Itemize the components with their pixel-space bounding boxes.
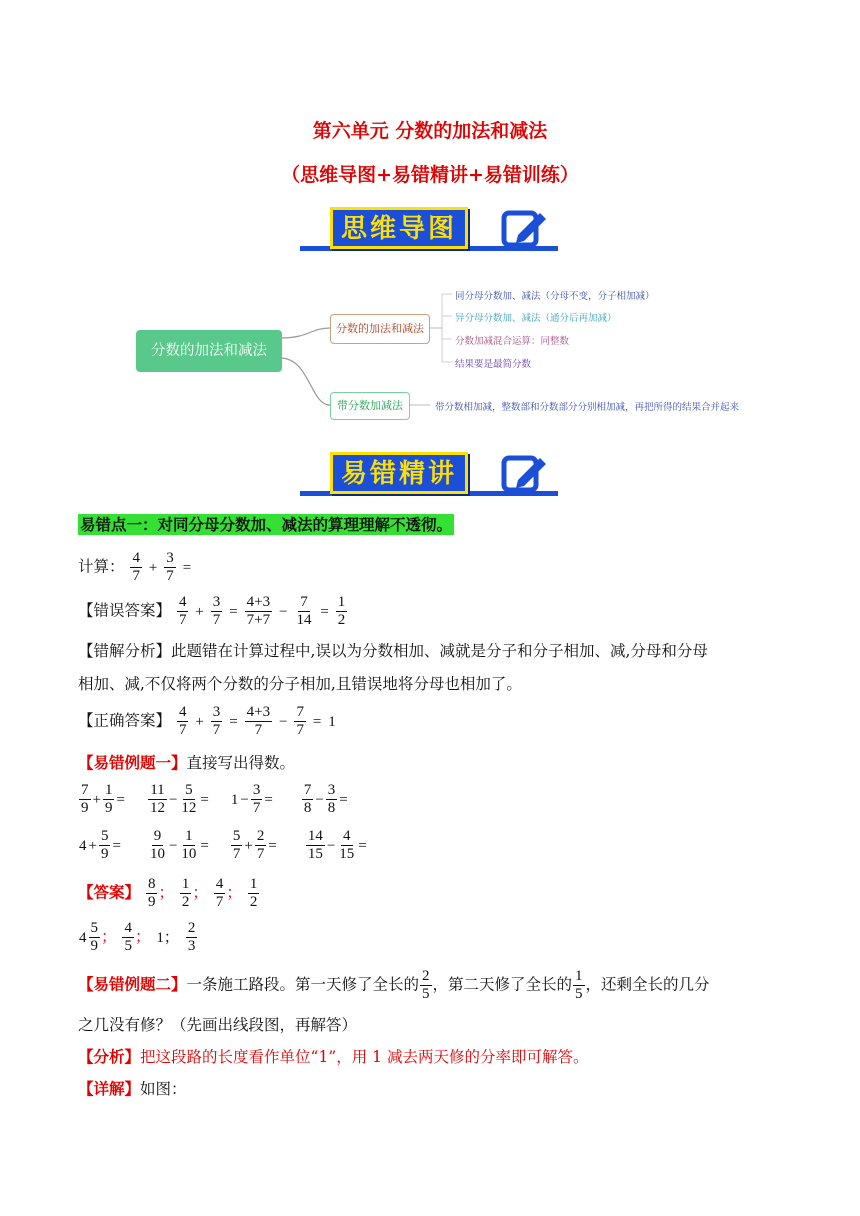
banner-title: 易错精讲 (330, 452, 468, 494)
example-text: 一条施工路段。第一天修了全长的 (186, 975, 420, 994)
label: 【详解】 (78, 1079, 141, 1098)
fraction: $\frac{5}{9}$ (90, 920, 98, 954)
mindmap-leaf: 异分母分数加、减法（通分后再加减） (455, 313, 617, 324)
fraction: $\frac{1}{2}$ (181, 876, 190, 910)
label: 【错误答案】 (78, 601, 172, 620)
mindmap-leaf: 同分母分数加、减法（分母不变，分子相加减） (455, 291, 655, 302)
mindmap-banner (300, 203, 558, 253)
exercise-item: 1 − $\frac{3}{7}$ = (230, 782, 273, 816)
exercise-item: $\frac{7}{8}$ − $\frac{3}{8}$ = (303, 782, 348, 816)
answer-line-2: 4 $\frac{5}{9}$ ； $\frac{4}{5}$ ； 1； $\frac{2}{3}$ (79, 920, 196, 954)
analysis-text: 把这段路的长度看作单位“1”，用 1 减去两天修的分率即可解答。 (140, 1048, 589, 1066)
solution-text: 如图： (140, 1080, 187, 1098)
fraction: $\frac{4+3}{7+7}$ (246, 594, 271, 628)
label: 【错解分析】 (78, 642, 172, 660)
exercise-item: $\frac{9}{10}$ − $\frac{1}{10}$ = (149, 828, 209, 862)
analysis-line-2: 相加、减,不仅将两个分数的分子相加,且错误地将分母也相加了。 (78, 675, 522, 693)
example-2-line-2: 之几没有修？（先画出线段图，再解答） (78, 1016, 358, 1034)
exercise-item: $\frac{7}{9}$ + $\frac{1}{9}$ = (81, 782, 125, 816)
fraction: $\frac{4}{7}$ (178, 704, 187, 738)
mindmap-root: 分数的加法和减法 (136, 330, 282, 372)
correct-answer-line: 【正确答案】 $\frac{4}{7}$ + $\frac{3}{7}$ = $\frac{4+3}{7}$ − $\frac{7}{7}$ = 1 (78, 704, 336, 738)
fraction: $\frac{3}{7}$ (166, 550, 174, 584)
mindmap-leaf: 带分数相加减，整数部和分数部分分别相加减，再把所得的结果合并起来 (435, 402, 740, 413)
exercise-row-1 (78, 782, 478, 817)
mindmap-leaf: 结果要是最简分数 (455, 359, 532, 370)
fraction: $\frac{4+3}{7}$ (246, 704, 271, 738)
fraction: $\frac{1}{2}$ (249, 876, 258, 910)
label: 【易错例题二】 (78, 974, 187, 994)
mindmap-leaf: 分数加减混合运算：同整数 (455, 336, 570, 347)
fraction: $\frac{1}{2}$ (337, 594, 346, 628)
fraction: $\frac{4}{7}$ (215, 876, 224, 910)
analysis-text: 此题错在计算过程中,误以为分数相加、减就是分子和分子相加、减,分母和分母 (171, 642, 708, 660)
label: 【易错例题一】 (78, 753, 187, 772)
highlighted-heading: 易错点一：对同分母分数加、减法的算理理解不透彻。 (80, 515, 453, 534)
analysis-hint (78, 1046, 588, 1068)
wrong-answer-line: 【错误答案】 $\frac{4}{7}$ + $\frac{3}{7}$ = $\frac{4+3}{7+7}$ − $\frac{7}{14}$ = $\frac{1}{2}$ (78, 594, 346, 628)
answer-line-1: 【答案】 $\frac{8}{9}$ ； $\frac{1}{2}$ ； $\frac{4}{7}$ ； $\frac{1}{2}$ (78, 876, 258, 910)
fraction: $\frac{2}{5}$ (422, 968, 430, 1002)
fraction: $\frac{4}{7}$ (132, 550, 140, 584)
page-title: 第六单元 分数的加法和减法 (312, 120, 548, 142)
mind-map (130, 278, 830, 418)
banner-title: 思维导图 (330, 207, 468, 249)
edit-icon (500, 450, 550, 494)
exercise-item: $\frac{11}{12}$ − $\frac{5}{12}$ = (149, 782, 209, 816)
analysis-line-1 (78, 640, 790, 662)
mindmap-branch-2: 带分数加减法 (330, 392, 410, 420)
edit-icon (500, 205, 550, 249)
label: 【正确答案】 (78, 711, 172, 730)
fraction: $\frac{8}{9}$ (147, 876, 156, 910)
label: 【分析】 (78, 1047, 141, 1066)
exercise-item: 4 + $\frac{5}{9}$ = (79, 828, 121, 862)
lecture-banner (300, 448, 558, 498)
label: 【答案】 (78, 882, 141, 902)
exercise-row-2 (78, 828, 478, 863)
fraction: $\frac{7}{7}$ (296, 704, 304, 738)
example-1-heading (78, 752, 295, 774)
fraction: $\frac{3}{7}$ (212, 704, 221, 738)
mistake-point-heading (78, 514, 454, 536)
fraction: $\frac{2}{3}$ (187, 920, 196, 954)
mindmap-branch-1: 分数的加法和减法 (330, 314, 430, 344)
example-text: ，还剩全长的几分 (585, 975, 710, 994)
detailed-solution (78, 1078, 187, 1100)
calc-line: 计算： $\frac{4}{7}$ + $\frac{3}{7}$ = (78, 550, 192, 584)
fraction: $\frac{4}{5}$ (124, 920, 132, 954)
fraction: $\frac{1}{5}$ (575, 968, 583, 1002)
exercise-item: $\frac{14}{15}$ − $\frac{4}{15}$ = (307, 828, 367, 862)
fraction: $\frac{3}{7}$ (212, 594, 221, 628)
fraction: $\frac{7}{14}$ (296, 594, 312, 628)
example-text: ，第二天修了全长的 (432, 975, 573, 994)
label: 计算： (78, 557, 125, 576)
example-2-line-1 (78, 968, 790, 1003)
page-subtitle: （思维导图+易错精讲+易错训练） (281, 164, 579, 186)
example-text: 直接写出得数。 (186, 754, 296, 772)
exercise-item: $\frac{5}{7}$ + $\frac{2}{7}$ = (232, 828, 277, 862)
fraction: $\frac{4}{7}$ (178, 594, 187, 628)
